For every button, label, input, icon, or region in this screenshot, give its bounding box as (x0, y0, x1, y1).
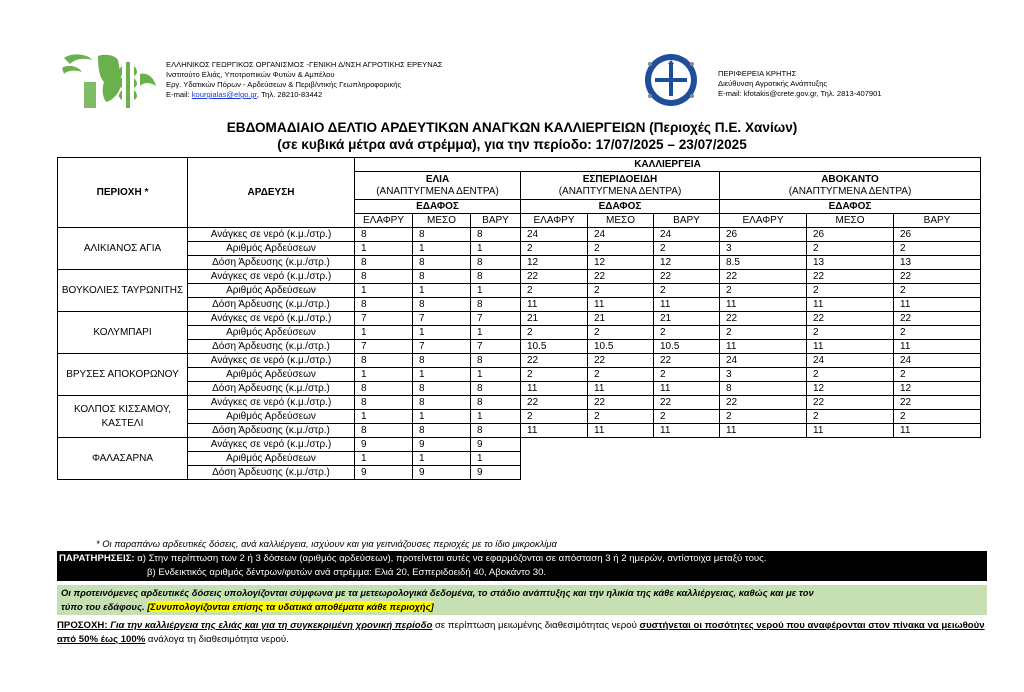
col-header-irrigation: ΑΡΔΕΥΣΗ (188, 158, 355, 228)
header-left (62, 52, 482, 112)
table-cell: 1 (413, 452, 471, 466)
soil-type-header: ΕΛΑΦΡΥ (521, 214, 588, 228)
table-cell: 10.5 (588, 340, 654, 354)
table-cell: 11 (720, 340, 807, 354)
header-left-line1: ΕΛΛΗΝΙΚΟΣ ΓΕΩΡΓΙΚΟΣ ΟΡΓΑΝΙΣΜΟΣ -ΓΕΝΙΚΗ Δ/ΝΣΗ ΑΓΡΟΤΙΚΗΣ ΕΡΕΥΝΑΣ (166, 60, 443, 69)
table-cell: 8 (720, 382, 807, 396)
empty-cell (521, 438, 588, 452)
table-cell: 22 (654, 270, 720, 284)
table-cell: 8 (413, 256, 471, 270)
table-cell: 22 (894, 312, 981, 326)
table-cell: 11 (894, 298, 981, 312)
irrigation-table (57, 157, 981, 480)
warning-part4: ανάλογα τη διαθεσιμότητα νερού. (145, 634, 289, 645)
table-cell: 2 (807, 368, 894, 382)
table-cell: 22 (654, 396, 720, 410)
empty-cell (720, 438, 807, 452)
table-row (58, 326, 981, 340)
table-cell: 1 (471, 410, 521, 424)
table-cell: 11 (807, 340, 894, 354)
table-cell: 8 (471, 424, 521, 438)
table-cell: 8 (471, 298, 521, 312)
table-cell: 2 (654, 284, 720, 298)
crop-header-citrus: ΕΣΠΕΡΙΔΟΕΙΔΗ (ΑΝΑΠΤΥΓΜΕΝΑ ΔΕΝΤΡΑ) (521, 172, 720, 200)
table-cell: 1 (355, 284, 413, 298)
table-cell: 2 (720, 326, 807, 340)
irrigation-label: Ανάγκες σε νερό (κ.μ./στρ.) (188, 354, 355, 368)
table-cell: 11 (720, 298, 807, 312)
table-cell: 11 (894, 340, 981, 354)
table-row (58, 396, 981, 410)
table-cell: 22 (521, 396, 588, 410)
table-cell: 12 (521, 256, 588, 270)
table-row (58, 242, 981, 256)
soil-type-header: ΒΑΡΥ (471, 214, 521, 228)
table-cell: 2 (894, 326, 981, 340)
table-cell: 8 (355, 270, 413, 284)
table-cell: 1 (413, 242, 471, 256)
empty-cell (521, 452, 588, 466)
irrigation-label: Αριθμός Αρδεύσεων (188, 368, 355, 382)
table-cell: 11 (807, 298, 894, 312)
table-row (58, 424, 981, 438)
table-cell: 2 (654, 326, 720, 340)
table-cell: 2 (894, 410, 981, 424)
table-cell: 2 (588, 326, 654, 340)
table-body (58, 228, 981, 480)
table-cell: 21 (588, 312, 654, 326)
table-cell: 8 (355, 382, 413, 396)
table-cell: 24 (720, 354, 807, 368)
empty-cell (807, 466, 894, 480)
table-cell: 1 (355, 368, 413, 382)
table-cell: 12 (654, 256, 720, 270)
table-row (58, 228, 981, 242)
table-cell: 2 (654, 368, 720, 382)
table-cell: 11 (654, 382, 720, 396)
empty-cell (654, 452, 720, 466)
table-cell: 2 (521, 326, 588, 340)
table-cell: 2 (894, 368, 981, 382)
table-cell: 8 (471, 382, 521, 396)
soil-type-header: ΒΑΡΥ (654, 214, 720, 228)
table-cell: 2 (521, 410, 588, 424)
table-cell: 8 (355, 256, 413, 270)
table-cell: 1 (355, 452, 413, 466)
col-header-area: ΠΕΡΙΟΧΗ * (58, 158, 188, 228)
soil-type-header: ΜΕΣΟ (807, 214, 894, 228)
empty-cell (807, 438, 894, 452)
table-cell: 8.5 (720, 256, 807, 270)
table-cell: 1 (413, 410, 471, 424)
table-cell: 13 (807, 256, 894, 270)
table-cell: 22 (588, 270, 654, 284)
table-row (58, 382, 981, 396)
table-cell: 9 (355, 466, 413, 480)
crop-header-olive: ΕΛΙΑ (ΑΝΑΠΤΥΓΜΕΝΑ ΔΕΝΤΡΑ) (355, 172, 521, 200)
header-left-line2: Ινστιτούτο Ελιάς, Υποτροπικών Φυτών & Αμπέλου (166, 70, 335, 79)
irrigation-label: Ανάγκες σε νερό (κ.μ./στρ.) (188, 228, 355, 242)
irrigation-label: Αριθμός Αρδεύσεων (188, 284, 355, 298)
area-name: ΦΑΛΑΣΑΡΝΑ (58, 438, 188, 480)
table-cell: 26 (720, 228, 807, 242)
table-cell: 21 (521, 312, 588, 326)
table-cell: 22 (894, 270, 981, 284)
table-cell: 1 (355, 242, 413, 256)
table-cell: 9 (471, 438, 521, 452)
table-cell: 8 (413, 298, 471, 312)
table-cell: 8 (471, 256, 521, 270)
table-cell: 8 (355, 396, 413, 410)
table-cell: 2 (807, 242, 894, 256)
area-name: ΒΡΥΣΕΣ ΑΠΟΚΟΡΩΝΟΥ (58, 354, 188, 396)
table-cell: 11 (807, 424, 894, 438)
table-cell: 2 (521, 284, 588, 298)
table-row (58, 438, 981, 452)
table-cell: 9 (413, 438, 471, 452)
table-cell: 2 (720, 284, 807, 298)
table-cell: 22 (521, 354, 588, 368)
table-cell: 11 (720, 424, 807, 438)
irrigation-label: Ανάγκες σε νερό (κ.μ./στρ.) (188, 396, 355, 410)
table-cell: 2 (720, 410, 807, 424)
table-row (58, 340, 981, 354)
observation-b: β) Ενδεικτικός αριθμός δέντρων/φυτών ανά στρέμμα: Ελιά 20, Εσπεριδοειδή 40, Αβοκάντο 30. (147, 567, 547, 578)
header-right (636, 52, 966, 112)
footnote: * Οι παραπάνω αρδευτικές δόσεις, ανά καλλιέργεια, ισχύουν και για γειτνιάζουσες περιοχές με το ίδιο μικροκλίμα (96, 538, 557, 549)
table-cell: 12 (807, 382, 894, 396)
table-cell: 1 (413, 284, 471, 298)
table-cell: 2 (807, 284, 894, 298)
empty-cell (654, 438, 720, 452)
table-cell: 2 (654, 242, 720, 256)
warning-part1: Για την καλλιέργεια της ελιάς και για τη συγκεκριμένη χρονική περίοδο (107, 620, 433, 631)
table-cell: 22 (654, 354, 720, 368)
header-right-line2: Διεύθυνση Αγροτικής Ανάπτυξης (718, 79, 828, 88)
table-cell: 2 (521, 368, 588, 382)
observations-box (57, 551, 987, 581)
empty-cell (588, 438, 654, 452)
empty-cell (894, 452, 981, 466)
table-cell: 2 (654, 410, 720, 424)
soil-type-header: ΜΕΣΟ (413, 214, 471, 228)
empty-cell (720, 466, 807, 480)
empty-cell (894, 438, 981, 452)
irrigation-label: Ανάγκες σε νερό (κ.μ./στρ.) (188, 312, 355, 326)
email-link[interactable]: kourgialas@elgo.gr (191, 90, 257, 99)
observations-label: ΠΑΡΑΤΗΡΗΣΕΙΣ: (59, 553, 135, 564)
table-cell: 9 (413, 466, 471, 480)
table-cell: 8 (471, 270, 521, 284)
soil-header: ΕΔΑΦΟΣ (355, 200, 521, 214)
empty-cell (588, 452, 654, 466)
soil-type-header: ΕΛΑΦΡΥ (355, 214, 413, 228)
table-cell: 13 (894, 256, 981, 270)
elgo-dimitra-logo-icon (62, 52, 158, 110)
table-cell: 3 (720, 368, 807, 382)
irrigation-label: Αριθμός Αρδεύσεων (188, 242, 355, 256)
warning-note (57, 619, 987, 647)
table-row (58, 284, 981, 298)
table-row (58, 466, 981, 480)
table-cell: 22 (894, 396, 981, 410)
table-cell: 22 (588, 396, 654, 410)
calculation-note-line1: Οι προτεινόμενες αρδευτικές δόσεις υπολογίζονται σύμφωνα με τα μετεωρολογικά δεδομένα, το στάδιο ανάπτυξης και την ηλικία της κάθε καλλιέργειας, καθώς και με τον (61, 587, 814, 598)
table-row (58, 256, 981, 270)
table-row (58, 312, 981, 326)
table-cell: 11 (588, 424, 654, 438)
table-cell: 26 (807, 228, 894, 242)
table-cell: 22 (720, 270, 807, 284)
table-cell: 11 (654, 424, 720, 438)
table-cell: 1 (413, 326, 471, 340)
warning-part3: συστήνεται οι ποσότητες νερού που αναφέρονται στον πίνακα να μειωθούν από 50% έως 100% (57, 620, 985, 645)
table-cell: 8 (355, 354, 413, 368)
soil-type-header: ΕΛΑΦΡΥ (720, 214, 807, 228)
table-cell: 22 (521, 270, 588, 284)
crop-header-avocado: ΑΒΟΚΑΝΤΟ (ΑΝΑΠΤΥΓΜΕΝΑ ΔΕΝΤΡΑ) (720, 172, 981, 200)
table-cell: 8 (413, 354, 471, 368)
table-cell: 2 (894, 242, 981, 256)
table-cell: 7 (471, 340, 521, 354)
irrigation-label: Δόση Άρδευσης (κ.μ./στρ.) (188, 424, 355, 438)
table-cell: 12 (588, 256, 654, 270)
table-cell: 9 (471, 466, 521, 480)
header-left-line3: Εργ. Υδατικών Πόρων - Αρδεύσεων & Περιβ/ντικής Γεωπληροφορικής (166, 80, 402, 89)
area-name: ΚΟΛΥΜΠΑΡΙ (58, 312, 188, 354)
table-cell: 8 (355, 228, 413, 242)
irrigation-label: Αριθμός Αρδεύσεων (188, 452, 355, 466)
page-title: ΕΒΔΟΜΑΔΙΑΙΟ ΔΕΛΤΙΟ ΑΡΔΕΥΤΙΚΩΝ ΑΝΑΓΚΩΝ ΚΑΛΛΙΕΡΓΕΙΩΝ (Περιοχές Π.Ε. Χανίων) (226, 120, 798, 135)
table-cell: 1 (471, 368, 521, 382)
table-cell: 22 (807, 396, 894, 410)
irrigation-label: Δόση Άρδευσης (κ.μ./στρ.) (188, 298, 355, 312)
irrigation-label: Αριθμός Αρδεύσεων (188, 410, 355, 424)
table-cell: 11 (521, 382, 588, 396)
table-row (58, 410, 981, 424)
calculation-note-line2: τύπο του εδάφους. (61, 601, 148, 612)
table-cell: 12 (894, 382, 981, 396)
soil-type-header: ΒΑΡΥ (894, 214, 981, 228)
soil-header: ΕΔΑΦΟΣ (720, 200, 981, 214)
table-cell: 8 (413, 228, 471, 242)
table-cell: 2 (807, 410, 894, 424)
table-row (58, 270, 981, 284)
area-name: ΑΛΙΚΙΑΝΟΣ ΑΓΙΑ (58, 228, 188, 270)
table-row (58, 368, 981, 382)
irrigation-label: Ανάγκες σε νερό (κ.μ./στρ.) (188, 270, 355, 284)
header-right-line1: ΠΕΡΙΦΕΡΕΙΑ ΚΡΗΤΗΣ (718, 69, 797, 78)
table-cell: 22 (720, 396, 807, 410)
table-cell: 1 (471, 242, 521, 256)
soil-header: ΕΔΑΦΟΣ (521, 200, 720, 214)
table-cell: 22 (807, 312, 894, 326)
soil-type-header: ΜΕΣΟ (588, 214, 654, 228)
crops-header: ΚΑΛΛΙΕΡΓΕΙΑ (355, 158, 981, 172)
table-cell: 8 (355, 298, 413, 312)
table-cell: 10.5 (654, 340, 720, 354)
warning-label: ΠΡΟΣΟΧΗ: (57, 620, 108, 631)
table-cell: 8 (413, 396, 471, 410)
empty-cell (894, 466, 981, 480)
table-cell: 2 (807, 326, 894, 340)
table-cell: 2 (588, 410, 654, 424)
irrigation-label: Δόση Άρδευσης (κ.μ./στρ.) (188, 382, 355, 396)
empty-cell (654, 466, 720, 480)
header-left-contact: E-mail: kourgialas@elgo.gr, Τηλ. 28210-83442 (166, 90, 323, 99)
empty-cell (720, 452, 807, 466)
table-cell: 1 (471, 326, 521, 340)
table-cell: 22 (807, 270, 894, 284)
table-cell: 7 (413, 340, 471, 354)
table-cell: 24 (521, 228, 588, 242)
region-of-crete-emblem-icon (636, 52, 706, 108)
table-cell: 10.5 (521, 340, 588, 354)
table-cell: 24 (894, 354, 981, 368)
calculation-note (57, 585, 987, 615)
table-cell: 11 (588, 382, 654, 396)
table-cell: 11 (894, 424, 981, 438)
table-cell: 7 (355, 340, 413, 354)
empty-cell (521, 466, 588, 480)
table-cell: 24 (654, 228, 720, 242)
table-cell: 11 (654, 298, 720, 312)
table-row (58, 452, 981, 466)
table-cell: 1 (355, 326, 413, 340)
table-cell: 8 (413, 270, 471, 284)
page-subtitle: (σε κυβικά μέτρα ανά στρέμμα), για την περίοδο: 17/07/2025 – 23/07/2025 (277, 137, 747, 152)
table-row (58, 298, 981, 312)
empty-cell (807, 452, 894, 466)
irrigation-label: Δόση Άρδευσης (κ.μ./στρ.) (188, 466, 355, 480)
table-cell: 2 (588, 242, 654, 256)
table-cell: 8 (355, 424, 413, 438)
table-cell: 1 (471, 452, 521, 466)
table-row (58, 354, 981, 368)
table-cell: 11 (521, 424, 588, 438)
table-cell: 24 (807, 354, 894, 368)
table-cell: 7 (471, 312, 521, 326)
table-cell: 8 (471, 396, 521, 410)
irrigation-label: Ανάγκες σε νερό (κ.μ./στρ.) (188, 438, 355, 452)
table-cell: 8 (471, 354, 521, 368)
area-name: ΒΟΥΚΟΛΙΕΣ ΤΑΥΡΩΝΙΤΗΣ (58, 270, 188, 312)
irrigation-label: Αριθμός Αρδεύσεων (188, 326, 355, 340)
empty-cell (588, 466, 654, 480)
table-cell: 22 (720, 312, 807, 326)
area-name: ΚΟΛΠΟΣ ΚΙΣΣΑΜΟΥ, ΚΑΣΤΕΛΙ (58, 396, 188, 438)
table-cell: 11 (521, 298, 588, 312)
table-cell: 9 (355, 438, 413, 452)
table-cell: 1 (471, 284, 521, 298)
warning-part2: σε περίπτωση μειωμένης διαθεσιμότητας νερού (432, 620, 640, 631)
header-right-line3: E-mail: kfotakis@crete.gov.gr, Τηλ. 2813-407901 (718, 89, 882, 98)
table-cell: 24 (588, 228, 654, 242)
table-cell: 8 (413, 424, 471, 438)
table-cell: 7 (413, 312, 471, 326)
table-cell: 1 (413, 368, 471, 382)
table-cell: 21 (654, 312, 720, 326)
table-cell: 2 (521, 242, 588, 256)
irrigation-label: Δόση Άρδευσης (κ.μ./στρ.) (188, 340, 355, 354)
table-cell: 8 (413, 382, 471, 396)
table-cell: 1 (355, 410, 413, 424)
table-cell: 11 (588, 298, 654, 312)
irrigation-label: Δόση Άρδευσης (κ.μ./στρ.) (188, 256, 355, 270)
table-cell: 2 (894, 284, 981, 298)
table-cell: 2 (588, 284, 654, 298)
table-cell: 26 (894, 228, 981, 242)
table-cell: 2 (588, 368, 654, 382)
calculation-note-highlight: [Συνυπολογίζονται επίσης τα υδατικά αποθέματα κάθε περιοχής] (147, 601, 434, 612)
table-cell: 8 (471, 228, 521, 242)
table-cell: 22 (588, 354, 654, 368)
table-cell: 7 (355, 312, 413, 326)
observation-a: α) Στην περίπτωση των 2 ή 3 δόσεων (αριθμός αρδεύσεων), προτείνεται αυτές να εφαρμόζονται σε απόσταση 3 ή 2 ημερών, αντίστοιχα μεταξύ τους. (134, 553, 767, 564)
table-cell: 3 (720, 242, 807, 256)
